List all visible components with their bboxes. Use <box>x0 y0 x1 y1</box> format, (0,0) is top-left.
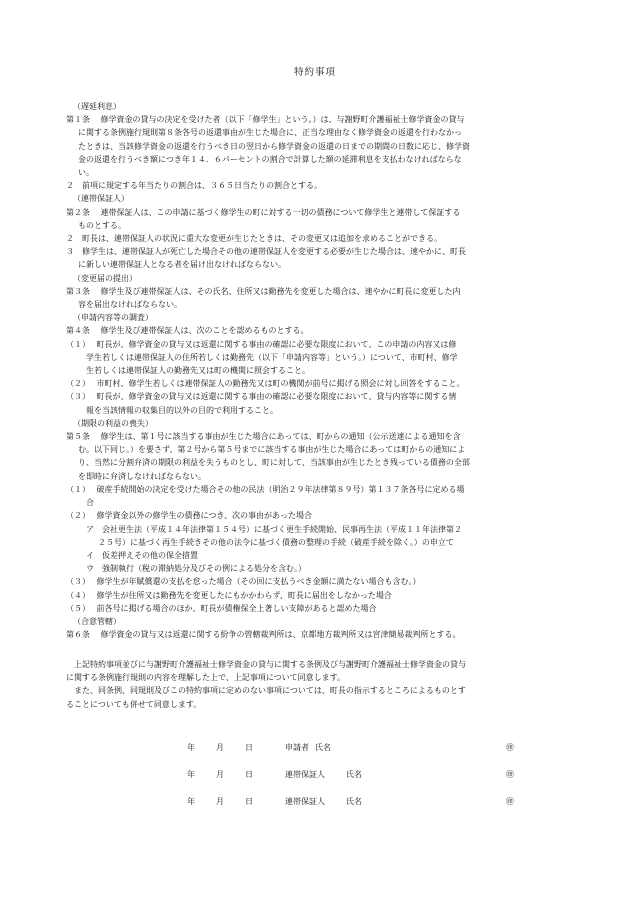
date-year-label: 年 <box>187 797 195 806</box>
clause-line: （１） 町長が、修学資金の貸与又は返還に関する事由の確認に必要な限度において、この申請の内容又は修 <box>66 339 457 349</box>
clause-line: 第２条 連帯保証人は、この申請に基づく修学生の町に対する一切の債務について修学生と連帯して保証する <box>66 207 461 217</box>
date-day-label: 日 <box>245 770 253 779</box>
clause-line: 第６条 修学資金の貸与又は返還に関する紛争の管轄裁判所は、京都地方裁判所又は宮津簡易裁判所とする。 <box>66 630 461 640</box>
clause-line: 第５条 修学生は、第１号に該当する事由が生じた場合にあっては、町からの通知（公示送達による通知を含 <box>66 432 461 442</box>
clause-line: ものとする。 <box>78 220 126 230</box>
clause-line: 第４条 修学生及び連帯保証人は、次のことを認めるものとする。 <box>66 326 309 336</box>
clause-line: り、当然に分割弁済の期限の利益を失うものとし、町に対して、当該事由が生じたとき残っている債務の全部 <box>78 458 470 468</box>
signer-name-label: 氏名 <box>346 770 362 779</box>
clause-line: む。以下同じ。）を要さず、第２号から第５号までに該当する事由が生じた場合にあっては町からの通知によ <box>78 445 466 455</box>
signer-role-label: 連帯保証人 <box>285 797 325 806</box>
date-month-label: 月 <box>216 770 224 779</box>
seal-mark: ㊞ <box>506 743 514 752</box>
signature-row <box>0 768 630 782</box>
clause-line: （３） 町長が、修学資金の貸与又は返還に関する事由の確認に必要な限度において、貸与内容等に関する情 <box>66 392 457 402</box>
signature-row <box>0 795 630 809</box>
clause-line: 容を届出なければならない。 <box>78 300 182 310</box>
clause-line: を即時に弁済しなければならない。 <box>78 471 206 481</box>
clause-line: （４） 修学生が住所又は勤務先を変更したにもかかわらず、町長に届出をしなかった場合 <box>66 590 392 600</box>
clause-line: に新しい連帯保証人となる者を届け出なければならない。 <box>78 260 286 270</box>
signer-role-label: 連帯保証人 <box>285 770 325 779</box>
date-year-label: 年 <box>187 743 195 752</box>
clause-line: 生若しくは連帯保証人の勤務先又は町の機関に照会すること。 <box>86 366 310 376</box>
date-month-label: 月 <box>216 743 224 752</box>
consent-statement <box>66 658 586 711</box>
clause-line: （５） 前各号に掲げる場合のほか、町長が債権保全上著しい支障があると認めた場合 <box>66 603 377 613</box>
clause-line: （２） 修学資金以外の修学生の債務につき、次の事由があった場合 <box>66 511 312 521</box>
date-month-label: 月 <box>216 797 224 806</box>
clause-line: （１） 破産手続開始の決定を受けた場合その他の民法（明治２９年法律第８９号）第１３７条各号に定める場 <box>66 484 465 494</box>
seal-mark: ㊞ <box>506 797 514 806</box>
date-year-label: 年 <box>187 770 195 779</box>
clause-line: （合意管轄） <box>73 616 121 626</box>
date-day-label: 日 <box>245 797 253 806</box>
clause-line: （３） 修学生が年賦償還の支払を怠った場合（その回に支払うべき金額に満たない場合も含む。） <box>66 577 421 587</box>
clause-line: ２ 町長は、連帯保証人の状況に重大な変更が生じたときは、その変更又は追加を求めることができる。 <box>66 234 442 244</box>
consent-line: ることについても併せて同意します。 <box>66 699 202 709</box>
signature-row <box>0 741 630 755</box>
clause-line: 金の返還を行うべき額につき年１４．６パーセントの割合で計算した額の延滞利息を支払わなければならな <box>78 154 462 164</box>
clause-line: い。 <box>78 168 94 178</box>
clause-line: 報を当該情報の収集目的以外の目的で利用すること。 <box>86 405 278 415</box>
clause-line: 第３条 修学生及び連帯保証人は、その氏名、住所又は勤務先を変更した場合は、速やかに町長に変更した内 <box>66 286 461 296</box>
consent-line: また、同条例、同規則及びこの特約事項に定めのない事項については、町長の指示するところによるものとす <box>66 686 466 696</box>
clause-line: ３ 修学生は、連帯保証人が死亡した場合その他の連帯保証人を変更する必要が生じた場合は、速やかに、町長 <box>66 247 466 257</box>
consent-line: 上記特約事項並びに与謝野町介護福祉士修学資金の貸与に関する条例及び与謝野町介護福祉士修学資金の貸与 <box>66 660 466 669</box>
clause-line: （２） 市町村、修学生若しくは連帯保証人の勤務先又は町の機関が前号に掲げる照会に対し回答をすること。 <box>66 379 465 389</box>
clause-line: 第１条 修学資金の貸与の決定を受けた者（以下「修学生」という。）は、与謝野町介護福祉士修学資金の貸与 <box>66 115 465 125</box>
clause-line: （変更届の提出） <box>73 273 137 283</box>
clause-line: に関する条例施行規則第８条各号の返還事由が生じた場合に、正当な理由なく修学資金の返還を行わなかっ <box>78 128 462 138</box>
clause-line: ２５号）に基づく再生手続きその他の法令に基づく債務の整理の手続（破産手続を除く。）の申立て <box>98 537 454 547</box>
special-terms-body <box>66 100 586 641</box>
clause-line: 合 <box>86 498 94 508</box>
clause-line: たときは、当該修学資金の返還を行うべき日の翌日から修学資金の返還の日までの期間の日数に応じ、修学資 <box>78 141 470 151</box>
clause-line: ウ 強制執行（税の滞納処分及びその例による処分を含む。） <box>86 564 306 574</box>
clause-line: ア 会社更生法（平成１４年法律第１５４号）に基づく更生手続開始、民事再生法（平成１１年法律第２ <box>86 524 462 534</box>
clause-line: ２ 前項に規定する年当たりの割合は、３６５日当たりの割合とする。 <box>66 181 322 191</box>
clause-line: 学生若しくは連帯保証人の住所若しくは勤務先（以下「申請内容等」という。）について、市町村、修学 <box>86 352 458 362</box>
signer-name-label: 氏名 <box>315 743 331 752</box>
clause-line: （連帯保証人） <box>73 194 129 204</box>
seal-mark: ㊞ <box>506 770 514 779</box>
clause-line: （申請内容等の調査） <box>73 313 153 323</box>
page-title: 特約事項 <box>293 67 336 78</box>
consent-line: に関する条例施行規則の内容を理解した上で、上記事項について同意します。 <box>66 673 346 683</box>
date-day-label: 日 <box>245 743 253 752</box>
clause-line: （遅延利息） <box>73 102 121 111</box>
signer-name-label: 氏名 <box>346 797 362 806</box>
clause-line: （期限の利益の喪失） <box>73 418 153 428</box>
signer-role-label: 申請者 <box>285 743 309 752</box>
clause-line: イ 仮差押えその他の保全措置 <box>86 550 198 560</box>
